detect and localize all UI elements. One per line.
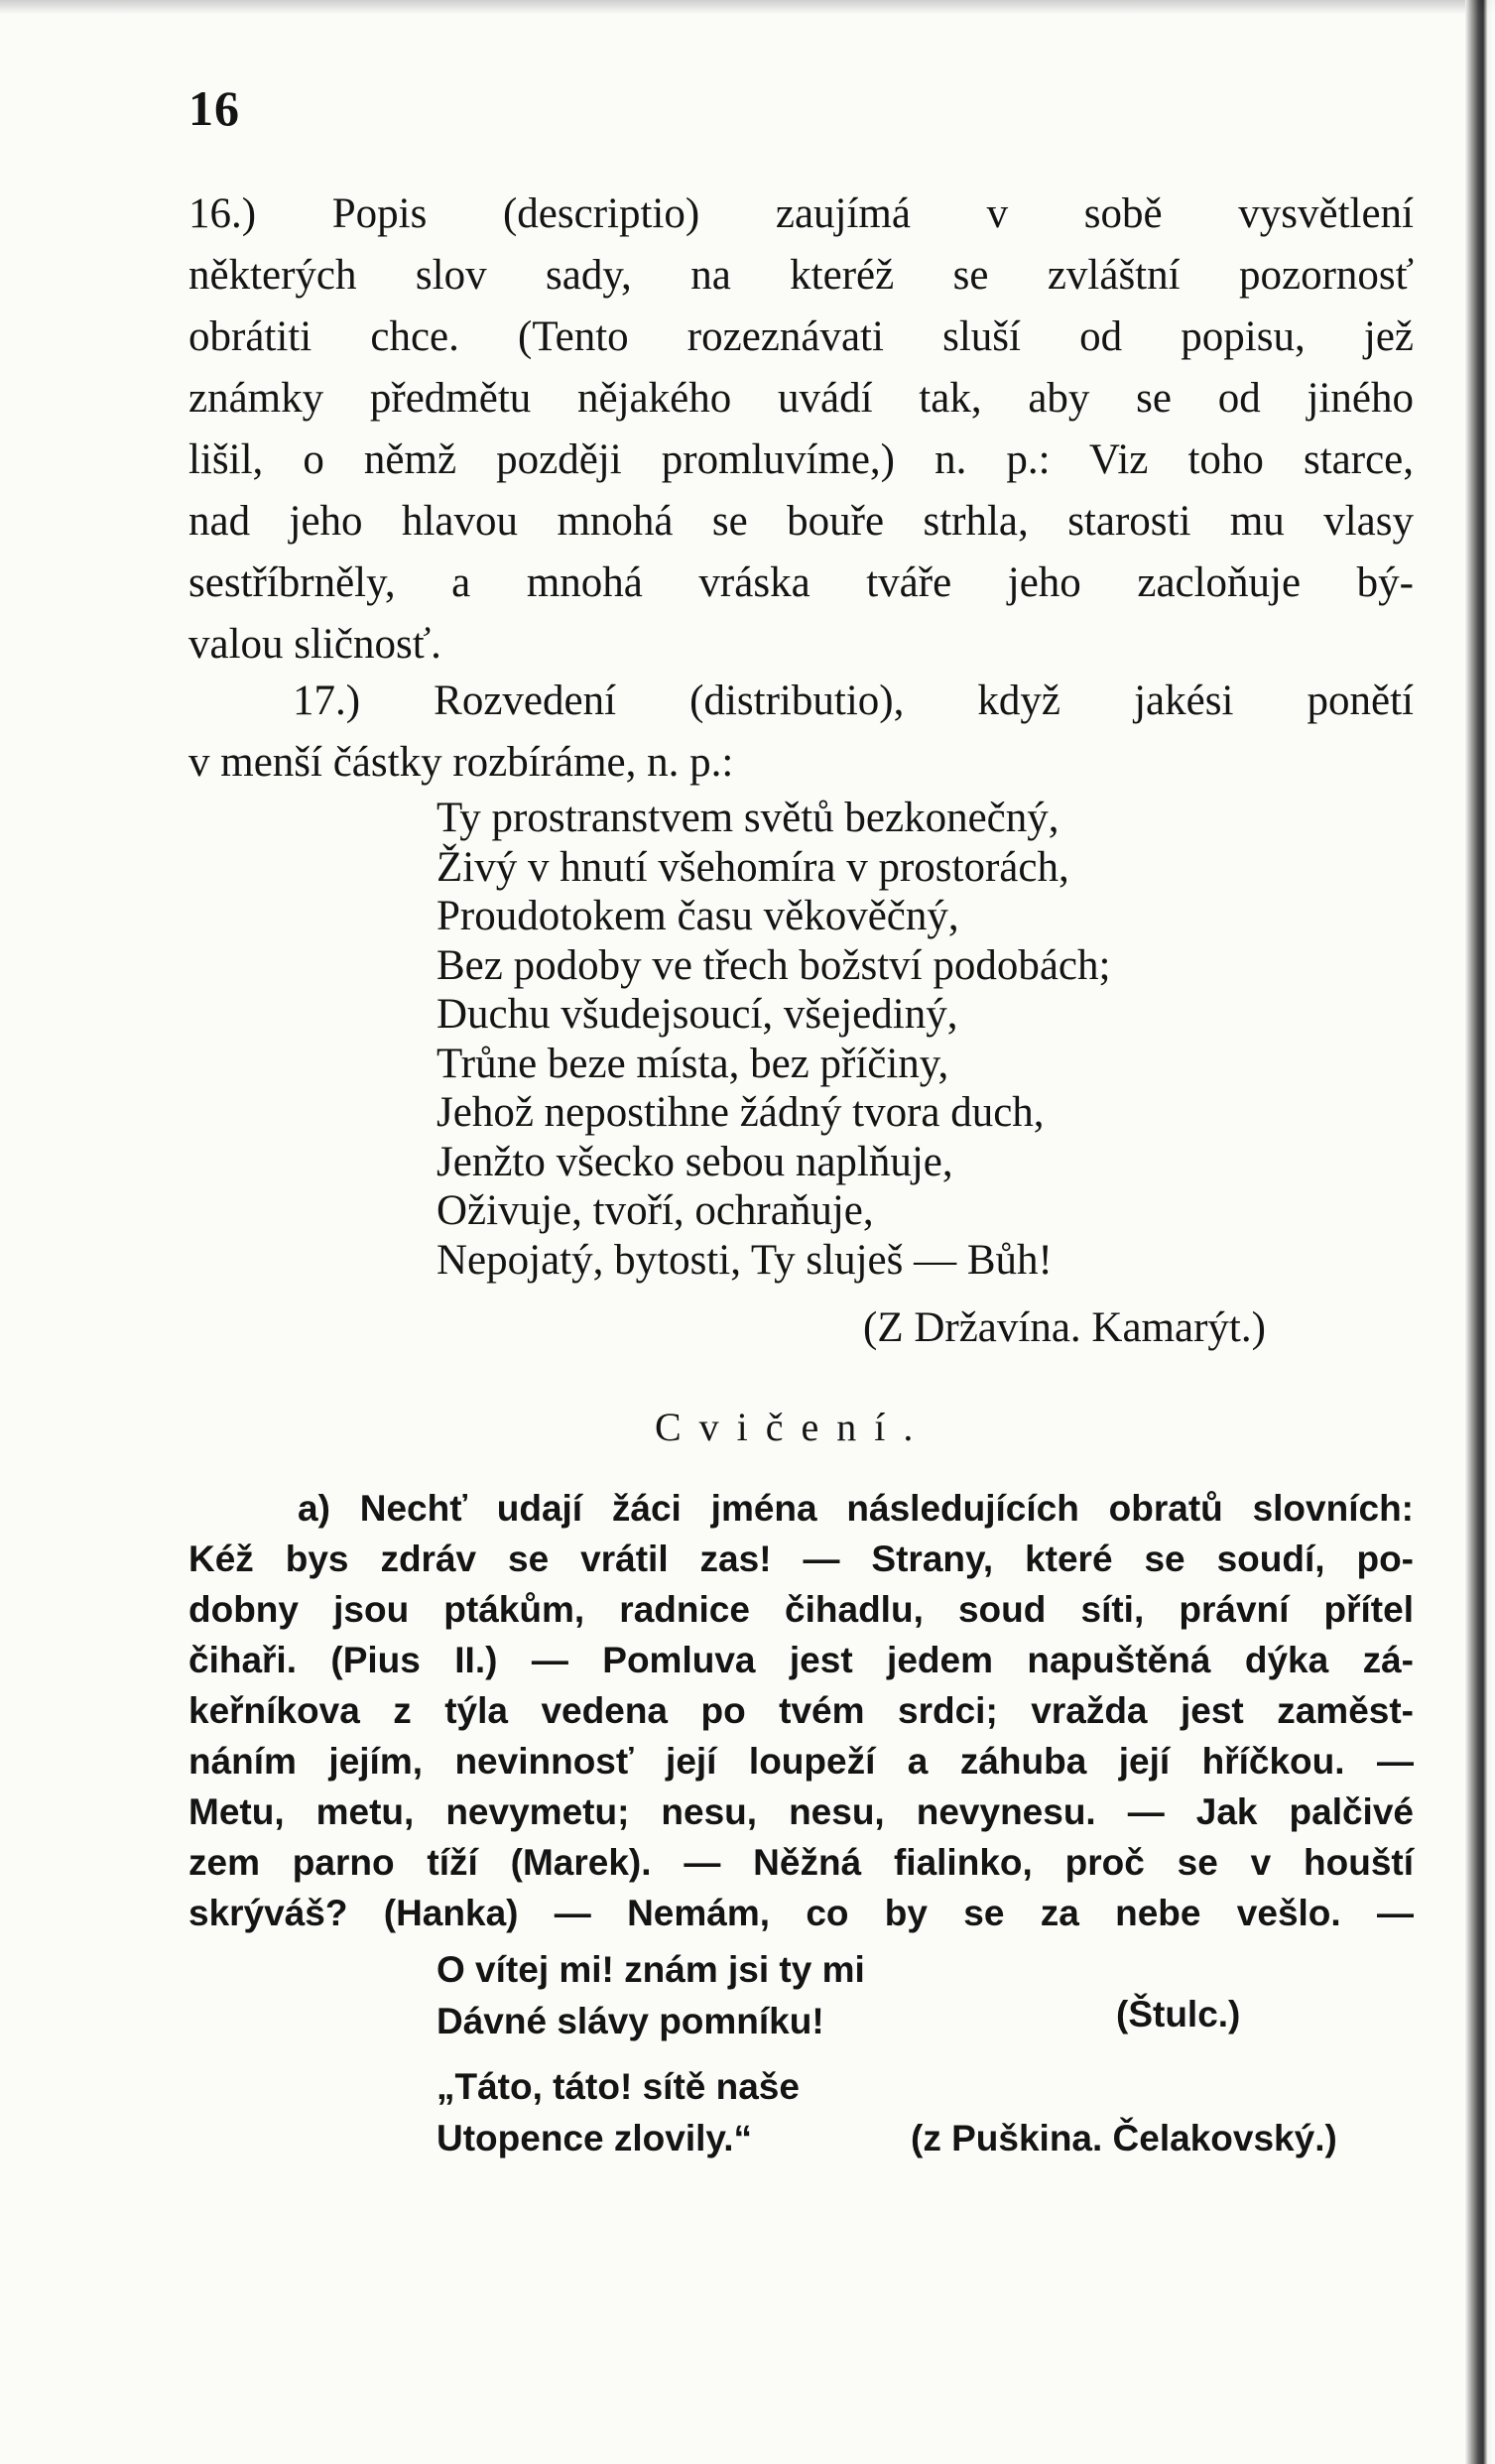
poem-line: Jehož nepostihne žádný tvora duch, (436, 1089, 1045, 1136)
quote-line: „Táto, táto! sítě naše (436, 2066, 800, 2107)
section-16-line: lišil, o němž později promluvíme,) n. p.: Viz toho starce, (188, 436, 1414, 483)
section-16-paragraph (188, 184, 1414, 676)
section-16-line: valou sličnosť. (188, 621, 441, 668)
quote-2-citation: (z Puškina. Čelakovský.) (911, 2118, 1337, 2158)
exercise-line: Metu, metu, nevymetu; nesu, nesu, nevynesu. — Jak palčivé (188, 1791, 1414, 1832)
quote-line: Utopence zlovily.“ (436, 2118, 752, 2158)
exercise-line: čihaři. (Pius II.) — Pomluva jest jedem napuštěná dýka zá- (188, 1640, 1414, 1680)
section-17-paragraph (188, 671, 1414, 794)
exercise-line: Kéž bys zdráv se vrátil zas! — Strany, které se soudí, po- (188, 1539, 1414, 1579)
section-16-line: sestříbrněly, a mnohá vráska tváře jeho zacloňuje bý- (188, 559, 1414, 606)
page-top-shadow (0, 0, 1495, 14)
section-17-line: v menší částky rozbíráme, n. p.: (188, 739, 734, 786)
exercise-a-paragraph (188, 1483, 1414, 1938)
poem-citation: (Z Državína. Kamarýt.) (863, 1304, 1266, 1351)
poem-line: Bez podoby ve třech božství podobách; (436, 941, 1111, 989)
exercise-line: zem parno tíží (Marek). — Něžná fialinko, proč se v houští (188, 1842, 1414, 1883)
exercise-heading: Cvičení. (655, 1405, 932, 1449)
poem-line: Duchu všudejsoucí, všejediný, (436, 991, 958, 1038)
page-number: 16 (188, 80, 240, 136)
quote-1 (436, 1944, 865, 2047)
poem-line: Trůne beze místa, bez příčiny, (436, 1040, 949, 1087)
exercise-line: náním jejím, nevinnosť její loupeží a záhuba její hříčkou. — (188, 1741, 1414, 1782)
exercise-line: skrýváš? (Hanka) — Nemám, co by se za nebe vešlo. — (188, 1893, 1414, 1933)
quote-line: O vítej mi! znám jsi ty mi (436, 1949, 865, 1990)
exercise-line: dobny jsou ptákům, radnice čihadlu, soud síti, právní přítel (188, 1589, 1414, 1630)
exercise-line: a) Nechť udají žáci jména následujících obratů slovních: (298, 1488, 1414, 1529)
exercise-line: keřníkova z týla vedena po tvém srdci; vražda jest zaměst- (188, 1690, 1414, 1731)
poem-line: Nepojatý, bytosti, Ty sluješ — Bůh! (436, 1236, 1053, 1284)
section-16-line: 16.) Popis (descriptio) zaujímá v sobě vysvětlení (188, 190, 1414, 237)
quote-line: Dávné slávy pomníku! (436, 2001, 824, 2041)
poem-line: Oživuje, tvoří, ochraňuje, (436, 1187, 874, 1234)
section-17-line: 17.) Rozvedení (distributio), když jakési ponětí (293, 678, 1414, 724)
quote-1-citation: (Štulc.) (1116, 1994, 1241, 2034)
quote-2 (436, 2061, 800, 2164)
section-16-line: obrátiti chce. (Tento rozeznávati sluší od popisu, jež (188, 313, 1414, 360)
section-16-line: nad jeho hlavou mnohá se bouře strhla, starosti mu vlasy (188, 498, 1414, 545)
poem-line: Proudotokem času věkověčný, (436, 893, 959, 939)
poem-line: Ty prostranstvem světů bezkonečný, (436, 795, 1059, 841)
page-binding-edge (1465, 0, 1495, 2464)
section-16-line: některých slov sady, na kteréž se zvláštní pozornosť (188, 252, 1414, 299)
section-16-line: známky předmětu nějakého uvádí tak, aby se od jiného (188, 375, 1414, 422)
poem-line: Jenžto všecko sebou naplňuje, (436, 1138, 953, 1185)
poem-line: Živý v hnutí všehomíra v prostorách, (436, 843, 1069, 891)
poem-block (436, 794, 1110, 1285)
